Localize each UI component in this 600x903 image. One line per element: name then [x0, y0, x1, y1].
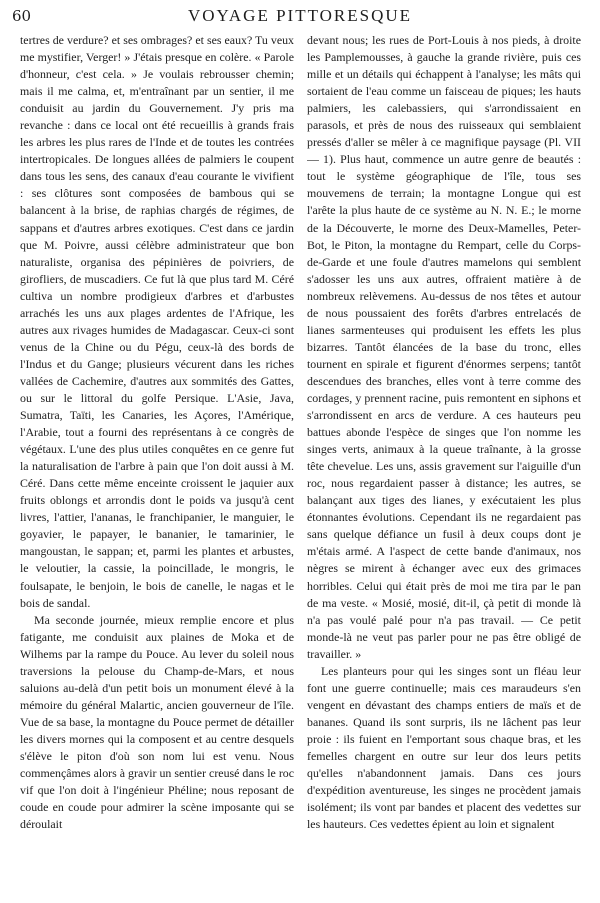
right-column	[307, 32, 581, 898]
page-number: 60	[12, 7, 32, 25]
right-paragraph-2: Les planteurs pour qui les singes sont un fléau leur font une guerre continuelle; mais ces maraudeurs s'en vengent en dévastant des champs entiers de maïs et de bananes. Quand ils sont surpris, ils ne lâchent pas leur proie : ils fuient en l'emportant sous chaque bras, et les femelles chargent en outre sur leur dos leurs petits qu'elles n'abandonnent jamais. Dans ces jours d'expédition aventureuse, les singes ne procèdent jamais isolément; ils vont par bandes et placent des vedettes sur les hauteurs. Ces vedettes épient au loin et signalent	[307, 663, 581, 832]
text-columns	[20, 32, 590, 898]
right-paragraph-1: devant nous; les rues de Port-Louis à nos pieds, à droite les Pamplemousses, à gauche la grande rivière, puis ces mille et un détails qui échappent à l'analyse; les mâts qui sortaient de l'eau comme un faisceau de piques; les hauts palmiers, les calebassiers, qui s'arrondissaient en parasols, et près de nous des ruisseaux qui semblaient pressés d'aller se mêler à ce magnifique paysage (Pl. VII — 1). Plus haut, commence un autre genre de beautés : tout le système géographique de l'île, tous ses mouvemens de terrain; la montagne Longue qui est l'arête la plus haute de ce système au N. N. E.; le morne de la Découverte, le morne des Deux-Mamelles, Peter-Bot, le Piton, la montagne du Rempart, celle du Corps-de-Garde et une foule d'autres mamelons qui semblent s'adosser les uns aux autres, offraient matière à de nombreux relèvemens. Au-dessus de nos têtes et autour de nous poussaient des forêts d'arbres entrelacés de lianes sarmenteuses qui produisent les effets les plus bizarres. Tantôt élancées de la base du tronc, elles tournent en spirale et figurent d'énormes serpens; tantôt descendues des branches, elles vont à terre comme des cordages, y prennent racine, puis remontent en siphons et s'arrondissent en arcs de verdure. A ces hauteurs peu battues abonde l'espèce de singes que l'on nomme les singes verts, animaux à la queue traînante, à la grosse tête chevelue. Les uns, assis gravement sur l'aiguille d'un roc, nous regardaient passer à distance; les autres, se balançant aux tiges des lianes, y exécutaient les plus étonnantes évolutions. Cependant ils ne regardaient pas sans quelque défiance un fusil à deux coups dont je m'étais armé. A l'aspect de cette bande d'animaux, nos nègres se mirent à échanger avec eux des grimaces horribles. Celui qui était près de moi me tira par le pan de ma veste. « Mosié, mosié, dit-il, çà petit di monde là n'a pas voulé palé pour n'a pas travail. — Ce petit monde-là ne veut pas parler pour ne pas être obligé de travailler. »	[307, 33, 581, 661]
left-column	[20, 32, 294, 898]
running-title: VOYAGE PITTORESQUE	[187, 6, 413, 25]
left-paragraph-1: tertres de verdure? et ses ombrages? et ses eaux? Tu veux me mystifier, Verger! » J'étais presque en colère. « Parole d'honneur, c'est cela. » Je voulais rebrousser chemin; mais il me calma, et, m'entraînant par un sentier, il me conduisit au jardin du Gouvernement. J'y pris ma revanche : dans ce local ont été recueillis à grands frais les arbres les plus rares de l'Inde et de toutes les contrées intertropicales. De longues allées de palmiers le coupent dans tous les sens, des canaux d'eau courante le vivifient : ses clôtures sont composées de bambous qui se balancent à la brise, de raphias chargés de régimes, de sappans et d'autres arbres exotiques. C'est dans ce jardin que M. Poivre, aussi célèbre administrateur que bon naturaliste, organisa des pépinières de poivriers, de girofliers, de muscadiers. Ce fut là que plus tard M. Céré cultiva un nombre prodigieux d'arbres et d'arbustes arrachés les uns aux plages ardentes de l'Afrique, les autres aux rivages humides de Madagascar. Ceux-ci sont venus de la Chine ou du Pégu, ceux-là des bords de l'Indus et du Gange; plusieurs vécurent dans les riches vallées de Cachemire, d'autres aux sommités des Gattes, ou sur le littoral du golfe Persique. L'Asie, Java, Sumatra, Taïti, les Canaries, les Açores, l'Amérique, l'Arabie, tout a fourni des représentans à ce congrès de végétaux. L'une des plus utiles conquêtes en ce genre fut la naturalisation de l'arbre à pain que l'on doit aussi à M. Céré. Dans cette même enceinte croissent le jaquier aux fruits oblongs et arrondis dont le poids va jusqu'à cent livres, l'attier, l'ananas, le franchipanier, le manguier, le goyavier, le papayer, le bananier, le tamarinier, le mangoustan, le sappan; et, parmi les plantes et arbustes, le veloutier, la cassie, la poincillade, le mongris, le foulsapate, le benjoin, le bois de canelle, le nagas et le bois de sandal.	[20, 33, 294, 610]
left-paragraph-2: Ma seconde journée, mieux remplie encore et plus fatigante, me conduisit aux plaines de Moka et de Wilhems par la rampe du Pouce. Au lever du soleil nous traversions la pelouse du Champ-de-Mars, et nous saluions au-delà d'un petit bois un monument élevé à la mémoire du général Malartic, ancien gouverneur de l'île. Vue de sa base, la montagne du Pouce permet de détailler les divers mornes qui la composent et au centre desquels s'élève le piton d'où son nom lui est venu. Nous commençâmes alors à gravir un sentier creusé dans le roc vif que l'on doit à l'ingénieur Phéline; nous reposant de coude en coude pour admirer la scène imposante qui se déroulait	[20, 612, 294, 832]
page-header	[12, 6, 588, 28]
